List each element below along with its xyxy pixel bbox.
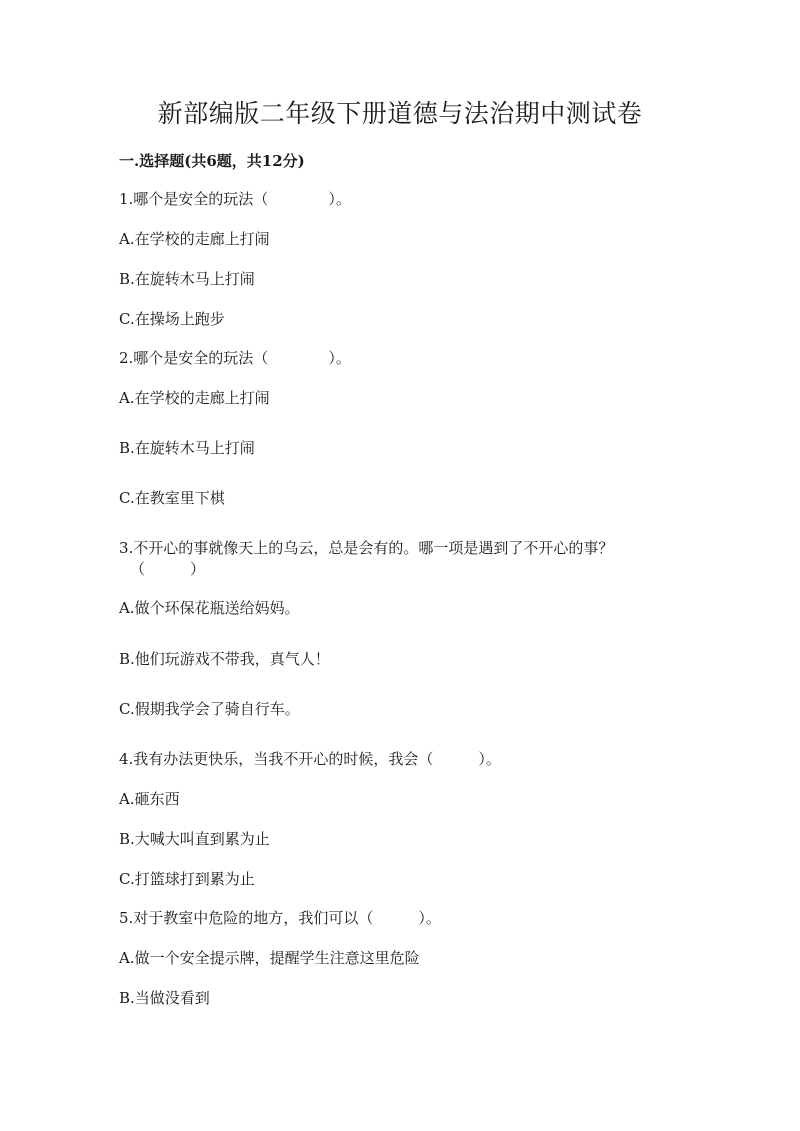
question-3-stem: 3.不开心的事就像天上的乌云，总是会有的。哪一项是遇到了不开心的事？ — [119, 539, 614, 557]
question-5-option-b: B.当做没看到 — [119, 989, 210, 1007]
question-5-option-a: A.做一个安全提示牌，提醒学生注意这里危险 — [119, 949, 420, 967]
question-1-option-a: A.在学校的走廊上打闹 — [119, 230, 270, 248]
question-2-stem: 2.哪个是安全的玩法（ ）。 — [119, 349, 351, 367]
question-4-option-c: C.打篮球打到累为止 — [119, 870, 255, 888]
question-3-stem-continuation: （ ） — [130, 560, 206, 578]
question-5-stem: 5.对于教室中危险的地方，我们可以（ ）。 — [119, 909, 441, 927]
section-heading: 一.选择题(共6题，共12分) — [119, 152, 305, 170]
question-1-option-c: C.在操场上跑步 — [119, 310, 225, 328]
question-1-option-b: B.在旋转木马上打闹 — [119, 270, 255, 288]
question-1-stem: 1.哪个是安全的玩法（ ）。 — [119, 190, 351, 208]
question-3-option-a: A.做个环保花瓶送给妈妈。 — [119, 599, 300, 617]
page-title: 新部编版二年级下册道德与法治期中测试卷 — [157, 99, 643, 128]
question-2-option-c: C.在教室里下棋 — [119, 489, 225, 507]
question-3-option-c: C.假期我学会了骑自行车。 — [119, 700, 300, 718]
question-4-option-b: B.大喊大叫直到累为止 — [119, 830, 270, 848]
question-4-stem: 4.我有办法更快乐，当我不开心的时候，我会（ ）。 — [119, 750, 501, 768]
question-3-option-b: B.他们玩游戏不带我，真气人！ — [119, 650, 330, 668]
question-4-option-a: A.砸东西 — [119, 790, 180, 808]
question-2-option-a: A.在学校的走廊上打闹 — [119, 389, 270, 407]
question-2-option-b: B.在旋转木马上打闹 — [119, 439, 255, 457]
